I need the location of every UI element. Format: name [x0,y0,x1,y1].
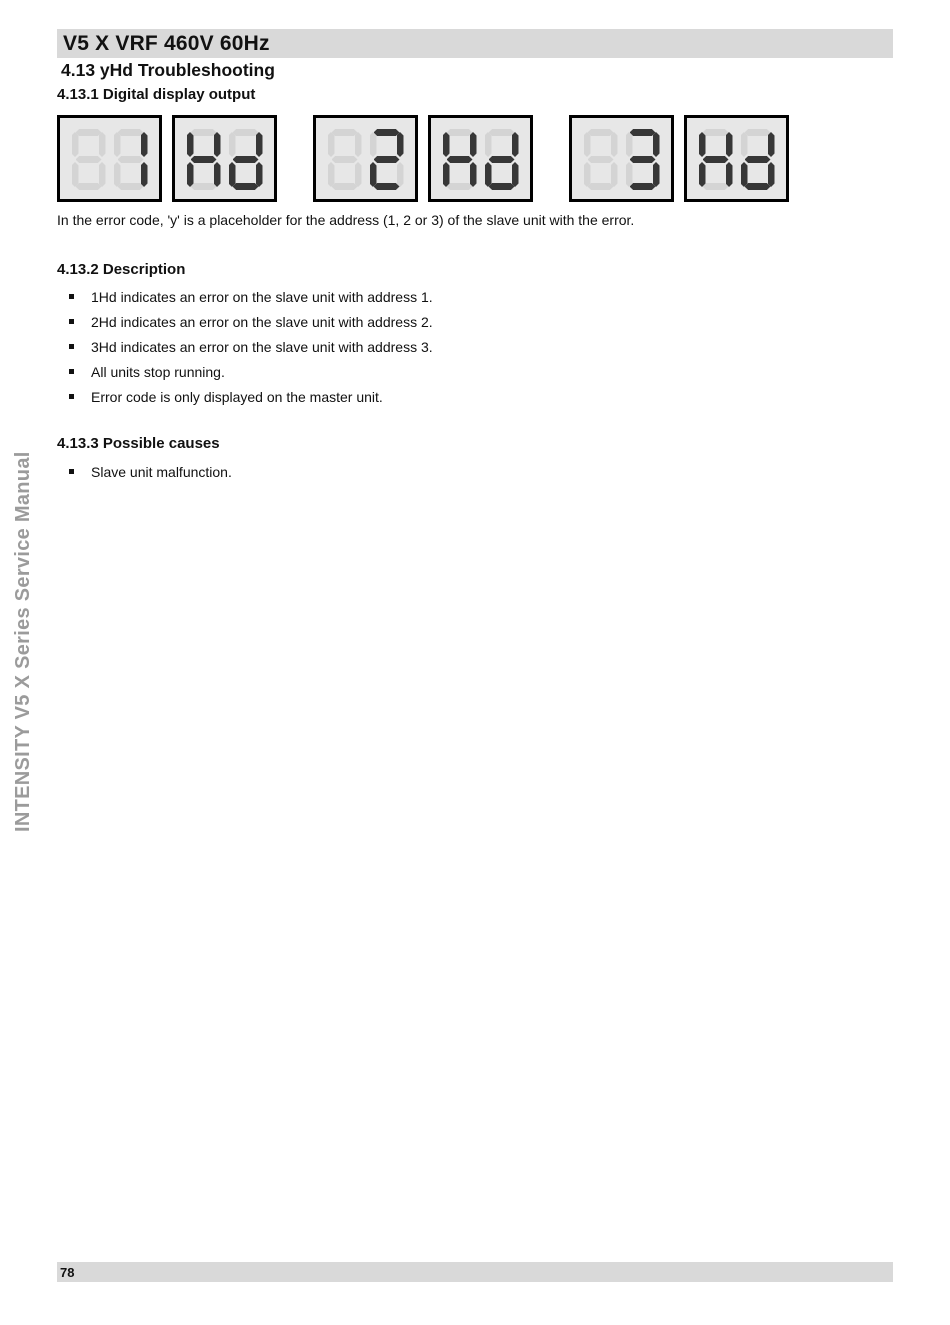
segment-f-lit [187,132,194,157]
segment-e-unlit [584,162,591,187]
segment-g-unlit [332,156,358,163]
segment-d-unlit [588,183,614,190]
seven-segment-box-3 [569,115,674,202]
segment-g-lit [447,156,473,163]
description-list [57,284,433,409]
seven-segment-digit-d [229,129,263,190]
seven-segment-box-Hd [428,115,533,202]
segment-c-unlit [397,162,404,187]
seven-segment-display-row [57,115,789,202]
segment-e-unlit [626,162,633,187]
segment-g-unlit [118,156,144,163]
segment-f-unlit [370,132,377,157]
segment-g-unlit [76,156,102,163]
segment-e-lit [741,162,748,187]
list-item [57,334,433,359]
segment-f-unlit [626,132,633,157]
segment-d-lit [374,183,400,190]
segment-b-lit [653,132,660,157]
segment-a-unlit [118,129,144,136]
seven-segment-digit-blank [328,129,362,190]
seven-segment-digit-d [741,129,775,190]
display-group [313,115,533,202]
segment-a-unlit [76,129,102,136]
segment-a-unlit [703,129,729,136]
page-header-bar [57,29,893,58]
segment-c-lit [256,162,263,187]
seven-segment-digit-H [443,129,477,190]
page-footer-bar [57,1262,893,1282]
segment-b-lit [141,132,148,157]
display-caption: In the error code, 'y' is a placeholder for the address (1, 2 or 3) of the slave unit with the error. [57,212,635,228]
display-group [569,115,789,202]
segment-b-unlit [611,132,618,157]
segment-c-lit [768,162,775,187]
segment-e-lit [485,162,492,187]
segment-e-lit [699,162,706,187]
segment-d-lit [745,183,771,190]
segment-f-lit [699,132,706,157]
segment-d-unlit [76,183,102,190]
display-group [57,115,277,202]
segment-a-unlit [332,129,358,136]
segment-f-unlit [741,132,748,157]
segment-g-lit [489,156,515,163]
segment-a-unlit [588,129,614,136]
segment-d-lit [630,183,656,190]
segment-b-lit [512,132,519,157]
segment-d-unlit [118,183,144,190]
segment-a-lit [374,129,400,136]
segment-c-lit [141,162,148,187]
segment-g-lit [191,156,217,163]
segment-g-unlit [588,156,614,163]
subsection-heading-description: 4.13.2 Description [57,261,186,278]
segment-c-unlit [355,162,362,187]
segment-b-lit [726,132,733,157]
segment-e-lit [370,162,377,187]
segment-c-lit [214,162,221,187]
segment-b-lit [214,132,221,157]
list-item-text: 3Hd indicates an error on the slave unit with address 3. [91,338,433,355]
seven-segment-digit-2 [370,129,404,190]
segment-g-lit [374,156,400,163]
subsection-heading-possible-causes: 4.13.3 Possible causes [57,435,220,452]
list-item-text: 2Hd indicates an error on the slave unit with address 2. [91,313,433,330]
segment-e-lit [443,162,450,187]
seven-segment-digit-blank [72,129,106,190]
segment-b-lit [768,132,775,157]
segment-g-lit [745,156,771,163]
segment-e-lit [229,162,236,187]
segment-b-lit [470,132,477,157]
list-item [57,384,433,409]
seven-segment-digit-blank [584,129,618,190]
possible-causes-list [57,459,232,484]
list-item [57,309,433,334]
segment-d-unlit [191,183,217,190]
segment-b-unlit [355,132,362,157]
seven-segment-box-2 [313,115,418,202]
segment-f-unlit [72,132,79,157]
sidebar-vertical-title: INTENSITY V5 X Series Service Manual [12,451,34,832]
bullet-icon [69,394,74,399]
page-title: V5 X VRF 460V 60Hz [63,31,270,55]
seven-segment-digit-1 [114,129,148,190]
segment-d-unlit [332,183,358,190]
segment-f-unlit [114,132,121,157]
segment-b-lit [397,132,404,157]
seven-segment-box-Hd [684,115,789,202]
segment-b-unlit [99,132,106,157]
segment-f-unlit [485,132,492,157]
bullet-icon [69,294,74,299]
subsection-heading-digital-display: 4.13.1 Digital display output [57,86,256,103]
segment-c-lit [726,162,733,187]
bullet-icon [69,319,74,324]
segment-c-lit [512,162,519,187]
segment-c-lit [653,162,660,187]
seven-segment-digit-d [485,129,519,190]
segment-d-lit [233,183,259,190]
segment-e-unlit [328,162,335,187]
segment-a-unlit [233,129,259,136]
list-item-text: Slave unit malfunction. [91,463,232,480]
page-number: 78 [60,1264,75,1280]
segment-f-lit [443,132,450,157]
list-item-text: All units stop running. [91,363,225,380]
bullet-icon [69,469,74,474]
list-item [57,459,232,484]
seven-segment-digit-3 [626,129,660,190]
segment-c-unlit [611,162,618,187]
segment-a-lit [630,129,656,136]
segment-e-unlit [72,162,79,187]
list-item [57,359,433,384]
segment-a-unlit [745,129,771,136]
segment-f-unlit [229,132,236,157]
bullet-icon [69,369,74,374]
segment-c-unlit [99,162,106,187]
segment-f-unlit [328,132,335,157]
segment-c-lit [470,162,477,187]
section-heading: 4.13 yHd Troubleshooting [61,60,275,80]
segment-a-unlit [447,129,473,136]
segment-d-lit [489,183,515,190]
segment-e-unlit [114,162,121,187]
segment-f-unlit [584,132,591,157]
seven-segment-digit-H [699,129,733,190]
seven-segment-digit-H [187,129,221,190]
segment-d-unlit [447,183,473,190]
seven-segment-box-Hd [172,115,277,202]
segment-g-lit [703,156,729,163]
segment-a-unlit [191,129,217,136]
segment-e-lit [187,162,194,187]
segment-a-unlit [489,129,515,136]
segment-g-lit [630,156,656,163]
list-item-text: 1Hd indicates an error on the slave unit with address 1. [91,288,433,305]
seven-segment-box-1 [57,115,162,202]
segment-b-lit [256,132,263,157]
segment-g-lit [233,156,259,163]
segment-d-unlit [703,183,729,190]
list-item-text: Error code is only displayed on the master unit. [91,388,383,405]
list-item [57,284,433,309]
bullet-icon [69,344,74,349]
